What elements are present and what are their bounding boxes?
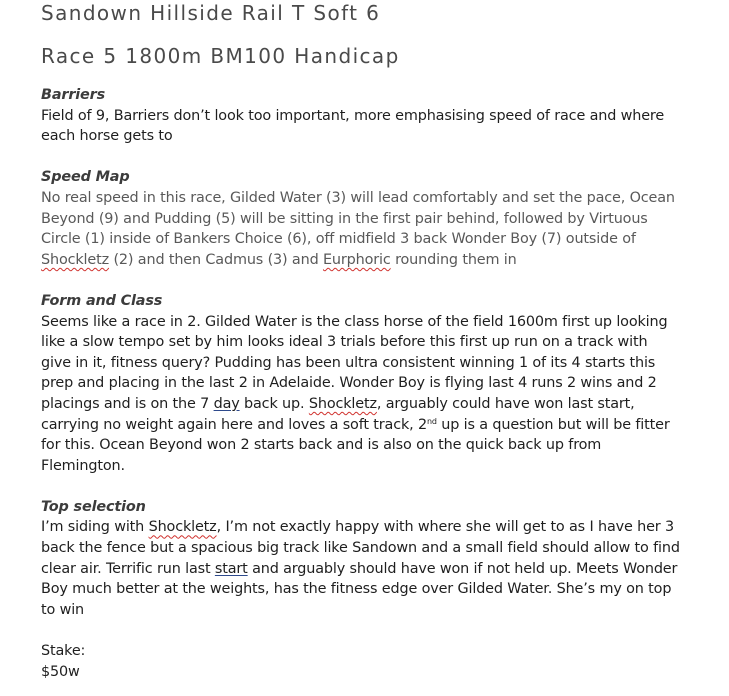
- selection-text: I’m siding with: [41, 519, 149, 536]
- top-selection-paragraph: [41, 517, 681, 620]
- spellcheck-word: Shockletz: [41, 251, 110, 268]
- selection-text: , I’m not exactly happy with where she will get to as I have her 3 back the fence but a spacious big track like Sandown and a small field should allow to find clear air. Terrific run last: [41, 519, 680, 577]
- paragraph-spacer: [41, 147, 681, 168]
- speed-map-text: No real speed in this race, Gilded Water (3) will lead comfortably and set the pace, Ocean Beyond (9) and Pudding (5) will be sitting in the first pair behind, followed by Virtuous Circle (1) inside of Bankers Choice (6), off midfield 3 back Wonder Boy (7) outside of: [41, 189, 675, 248]
- form-text: back up.: [239, 395, 309, 412]
- speed-map-paragraph: [41, 188, 681, 270]
- speed-map-text: (2) and then Cadmus (3) and: [109, 251, 323, 268]
- ordinal-superscript: nd: [427, 416, 437, 426]
- speed-map-heading: Speed Map: [41, 169, 130, 186]
- top-selection-heading: Top selection: [41, 498, 146, 515]
- document-body: [41, 85, 681, 682]
- spellcheck-word: Shockletz: [308, 395, 377, 412]
- document-subtitle: Race 5 1800m BM100 Handicap: [41, 44, 400, 68]
- stake-amount: $50w: [41, 663, 80, 680]
- paragraph-spacer: [41, 270, 681, 291]
- form-text: up is a question but will be fitter for this. Ocean Beyond won 2 starts back and is also on the quick back up from Flemington.: [41, 416, 670, 474]
- barriers-paragraph: Field of 9, Barriers don’t look too important, more emphasising speed of race and where each horse gets to: [41, 107, 665, 145]
- spellcheck-word: Eurphoric: [322, 251, 391, 268]
- stake-label: Stake:: [41, 643, 86, 660]
- selection-text: and arguably should have won if not held up. Meets Wonder Boy much better at the weights, has the fitness edge over Gilded Water. She’s my on top to win: [41, 560, 678, 618]
- speed-map-text: rounding them in: [390, 251, 517, 268]
- paragraph-spacer: [41, 620, 681, 641]
- document-title: Sandown Hillside Rail T Soft 6: [41, 1, 381, 25]
- spellcheck-word: Shockletz: [148, 519, 217, 536]
- grammar-flag-word: day: [213, 395, 240, 412]
- form-text: Seems like a race in 2. Gilded Water is the class horse of the field 1600m first up looking like a slow tempo set by him looks ideal 3 trials before this first up run on a track with give in it, fitness query? Pudding has been ultra consistent winning 1 of its 4 starts this prep and placing in the last 2 in Adelaide. Wonder Boy is flying last 4 runs 2 wins and 2 placings and is on the 7: [41, 313, 668, 412]
- form-and-class-paragraph: [41, 312, 681, 477]
- barriers-heading: Barriers: [41, 87, 106, 103]
- form-text: , arguably could have won last start, carrying no weight again here and loves a soft track, 2: [41, 395, 635, 433]
- grammar-flag-word: start: [214, 560, 248, 577]
- form-and-class-heading: Form and Class: [41, 292, 163, 309]
- paragraph-spacer: [41, 476, 681, 497]
